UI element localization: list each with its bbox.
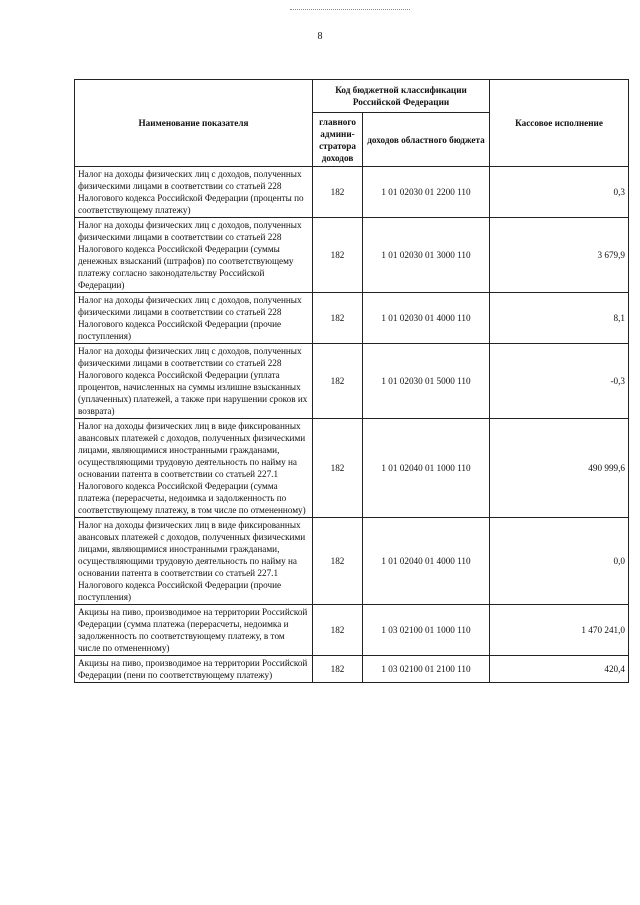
row-code: 1 01 02040 01 4000 110 xyxy=(363,518,490,605)
table-row xyxy=(75,344,629,419)
row-admin: 182 xyxy=(313,218,363,293)
row-name: Налог на доходы физических лиц с доходов, полученных физическими лицами в соответствии со статьей 228 Налогового кодекса Российской Федерации (уплата процентов, начисленных на суммы излишне взысканных (уплаченных) платежей, а также при нарушении сроков их возврата) xyxy=(75,344,313,419)
row-code: 1 01 02030 01 4000 110 xyxy=(363,293,490,344)
row-amount: 490 999,6 xyxy=(490,419,629,518)
row-amount: -0,3 xyxy=(490,344,629,419)
header-cash-execution: Кассовое исполнение xyxy=(490,80,629,167)
row-name: Акцизы на пиво, производимое на территории Российской Федерации (сумма платежа (перерасчеты, недоимка и задолженность по соответствующему платежу, в том числе по отмененному) xyxy=(75,605,313,656)
row-admin: 182 xyxy=(313,605,363,656)
row-admin: 182 xyxy=(313,656,363,683)
header-admin-code: главного админи-стратора доходов xyxy=(313,113,363,167)
row-code: 1 01 02030 01 3000 110 xyxy=(363,218,490,293)
row-name: Налог на доходы физических лиц в виде фиксированных авансовых платежей с доходов, полученных физическими лицами, являющимися иностранными гражданами, осуществляющими трудовую деятельность по найму на основании патента в соответствии со статьей 227.1 Налогового кодекса Российской Федерации (сумма платежа (перерасчеты, недоимка и задолженность по соответствующему платежу, в том числе по отмененному) xyxy=(75,419,313,518)
row-name: Налог на доходы физических лиц с доходов, полученных физическими лицами в соответствии со статьей 228 Налогового кодекса Российской Федерации (суммы денежных взысканий (штрафов) по соответствующему платежу согласно законодательству Российской Федерации) xyxy=(75,218,313,293)
page-number: 8 xyxy=(317,31,323,42)
row-code: 1 01 02030 01 2200 110 xyxy=(363,167,490,218)
table-row xyxy=(75,218,629,293)
row-amount: 3 679,9 xyxy=(490,218,629,293)
row-name: Налог на доходы физических лиц в виде фиксированных авансовых платежей с доходов, полученных физическими лицами, являющимися иностранными гражданами, осуществляющими трудовую деятельность по найму на основании патента в соответствии со статьей 227.1 Налогового кодекса Российской Федерации (прочие поступления) xyxy=(75,518,313,605)
row-code: 1 03 02100 01 2100 110 xyxy=(363,656,490,683)
row-name: Налог на доходы физических лиц с доходов, полученных физическими лицами в соответствии со статьей 228 Налогового кодекса Российской Федерации (проценты по соответствующему платежу) xyxy=(75,167,313,218)
top-divider xyxy=(290,9,410,10)
row-code: 1 01 02030 01 5000 110 xyxy=(363,344,490,419)
table-row xyxy=(75,419,629,518)
row-amount: 8,1 xyxy=(490,293,629,344)
table-row xyxy=(75,167,629,218)
revenue-table xyxy=(74,79,629,683)
table-row xyxy=(75,518,629,605)
table-row xyxy=(75,605,629,656)
table-row xyxy=(75,656,629,683)
row-amount: 0,0 xyxy=(490,518,629,605)
row-name: Акцизы на пиво, производимое на территории Российской Федерации (пени по соответствующему платежу) xyxy=(75,656,313,683)
row-amount: 420,4 xyxy=(490,656,629,683)
header-kbk-group: Код бюджетной классификации Российской Федерации xyxy=(313,80,490,113)
row-code: 1 01 02040 01 1000 110 xyxy=(363,419,490,518)
header-indicator-name: Наименование показателя xyxy=(75,80,313,167)
row-code: 1 03 02100 01 1000 110 xyxy=(363,605,490,656)
row-admin: 182 xyxy=(313,167,363,218)
row-name: Налог на доходы физических лиц с доходов, полученных физическими лицами в соответствии со статьей 228 Налогового кодекса Российской Федерации (прочие поступления) xyxy=(75,293,313,344)
row-admin: 182 xyxy=(313,344,363,419)
row-admin: 182 xyxy=(313,293,363,344)
row-admin: 182 xyxy=(313,419,363,518)
header-income-code: доходов областного бюджета xyxy=(363,113,490,167)
table-row xyxy=(75,293,629,344)
row-amount: 1 470 241,0 xyxy=(490,605,629,656)
row-amount: 0,3 xyxy=(490,167,629,218)
row-admin: 182 xyxy=(313,518,363,605)
